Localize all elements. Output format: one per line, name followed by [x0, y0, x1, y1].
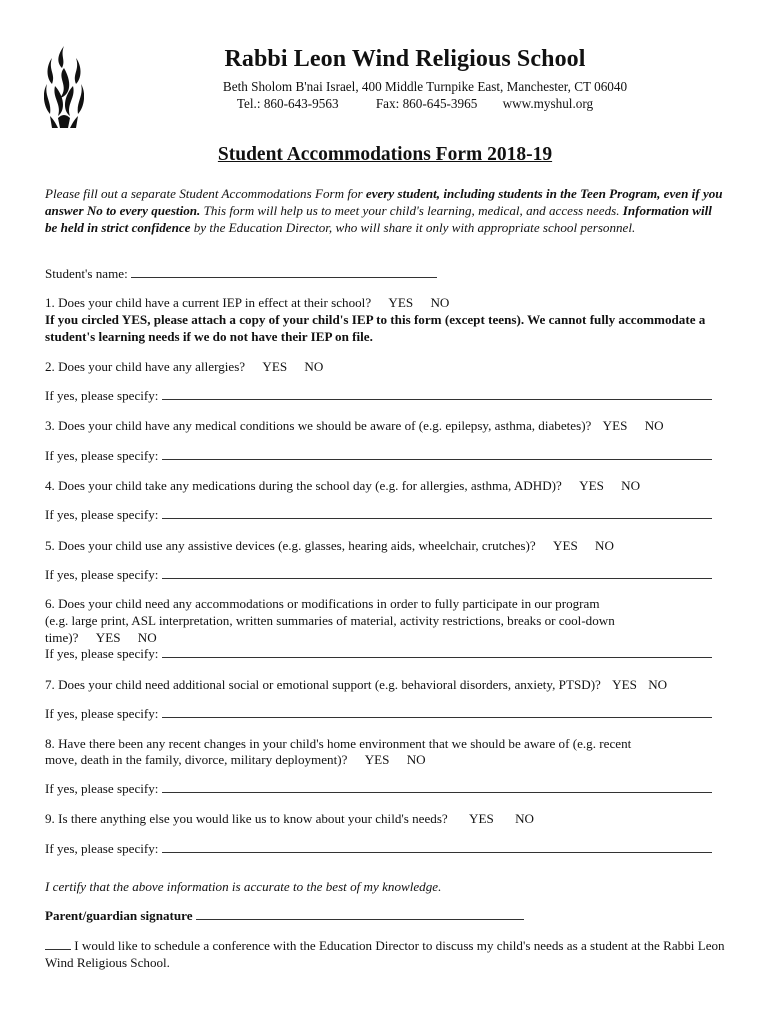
q7-specify-field[interactable] — [162, 705, 712, 718]
telephone: Tel.: 860-643-9563 — [236, 96, 339, 111]
intro-bold-1: every student, including students in the Teen Program, even if you answer No to every question. — [45, 186, 723, 218]
question-7-text: 7. Does your child need additional social or emotional support (e.g. behavioral disorders, anxiety, PTSD)? — [45, 677, 601, 692]
q8-specify-label: If yes, please specify: — [45, 781, 159, 796]
q5-no-option[interactable]: NO — [595, 538, 614, 553]
q6-specify-row — [45, 645, 735, 662]
q7-no-option[interactable]: NO — [648, 677, 668, 692]
q4-no-option[interactable]: NO — [621, 478, 641, 493]
signature-field[interactable] — [196, 907, 524, 920]
question-3 — [45, 417, 735, 434]
question-9-text: 9. Is there anything else you would like us to know about your child's needs? — [45, 811, 448, 826]
student-name-row — [45, 265, 735, 282]
q4-specify-label: If yes, please specify: — [45, 507, 159, 522]
q2-specify-row — [45, 387, 735, 404]
school-address: Beth Sholom B'nai Israel, 400 Middle Turnpike East, Manchester, CT 06040 — [222, 79, 628, 94]
form-title: Student Accommodations Form 2018-19 — [217, 144, 553, 165]
question-1 — [45, 294, 735, 311]
q5-specify-row — [45, 566, 735, 583]
intro-bold-2: Information will be held in strict confidence — [45, 203, 712, 235]
q7-yes-option[interactable]: YES — [612, 677, 637, 692]
school-name: Rabbi Leon Wind Religious School — [224, 46, 586, 72]
question-2 — [45, 358, 735, 375]
q5-yes-option[interactable]: YES — [552, 538, 578, 553]
signature-row — [45, 907, 735, 924]
question-5-text: 5. Does your child use any assistive devices (e.g. glasses, hearing aids, wheelchair, crutches)? — [45, 538, 536, 553]
question-6-line-1: 6. Does your child need any accommodations or modifications in order to fully participate in our program — [45, 596, 600, 611]
q6-specify-label: If yes, please specify: — [45, 646, 159, 661]
fax: Fax: 860-645-3965 — [375, 96, 478, 111]
q1-no-option[interactable]: NO — [430, 295, 450, 310]
q2-no-option[interactable]: NO — [304, 359, 324, 374]
certify-statement: I certify that the above information is accurate to the best of my knowledge. — [45, 879, 442, 894]
question-6-line-3: time)? — [45, 630, 79, 645]
q9-specify-field[interactable] — [162, 840, 712, 853]
q9-no-option[interactable]: NO — [515, 811, 534, 826]
q9-specify-row — [45, 840, 735, 857]
q9-yes-option[interactable]: YES — [469, 811, 494, 826]
q6-no-option[interactable]: NO — [137, 630, 157, 645]
intro-paragraph — [45, 185, 725, 236]
q8-specify-field[interactable] — [162, 780, 712, 793]
q4-specify-field[interactable] — [162, 506, 712, 519]
student-name-label: Student's name: — [45, 266, 128, 281]
question-8-line-2: move, death in the family, divorce, military deployment)? — [45, 752, 348, 767]
signature-label: Parent/guardian signature — [45, 908, 193, 923]
question-9 — [45, 810, 735, 827]
q2-specify-field[interactable] — [162, 387, 712, 400]
q3-specify-label: If yes, please specify: — [45, 448, 159, 463]
question-4 — [45, 477, 735, 494]
q7-specify-row — [45, 705, 735, 722]
q3-yes-option[interactable]: YES — [602, 418, 628, 433]
flame-logo-icon — [44, 44, 84, 130]
intro-text-1: Please fill out a separate Student Accommodations Form for — [45, 186, 366, 201]
intro-text-2: This form will help us to meet your child's learning, medical, and access needs. — [200, 203, 623, 218]
question-3-text: 3. Does your child have any medical conditions we should be aware of (e.g. epilepsy, asthma, diabetes)? — [45, 418, 592, 433]
question-6-line-2: (e.g. large print, ASL interpretation, written summaries of material, activity restrictions, breaks or cool-down — [45, 613, 615, 628]
conference-request — [45, 937, 725, 971]
question-8-line-1: 8. Have there been any recent changes in your child's home environment that we should be aware of (e.g. recent — [45, 736, 632, 751]
q4-specify-row — [45, 506, 735, 523]
q8-specify-row — [45, 780, 735, 797]
q1-yes-option[interactable]: YES — [388, 295, 414, 310]
q3-no-option[interactable]: NO — [644, 418, 664, 433]
intro-text-3: by the Education Director, who will share it only with appropriate school personnel. — [190, 220, 636, 235]
q8-no-option[interactable]: NO — [406, 752, 426, 767]
q4-yes-option[interactable]: YES — [579, 478, 604, 493]
q6-specify-field[interactable] — [162, 645, 712, 658]
q6-yes-option[interactable]: YES — [95, 630, 121, 645]
q5-specify-label: If yes, please specify: — [45, 567, 159, 582]
question-2-text: 2. Does your child have any allergies? — [45, 359, 246, 374]
q8-yes-option[interactable]: YES — [364, 752, 390, 767]
contact-line — [195, 96, 635, 112]
question-1-text: 1. Does your child have a current IEP in effect at their school? — [45, 295, 372, 310]
q2-specify-label: If yes, please specify: — [45, 388, 159, 403]
question-4-text: 4. Does your child take any medications during the school day (e.g. for allergies, asthma, ADHD)? — [45, 478, 562, 493]
question-1-note: If you circled YES, please attach a copy of your child's IEP to this form (except teens). We cannot fully accommodate a student's learning needs if we do not have their IEP on file. — [45, 312, 706, 344]
question-5 — [45, 537, 735, 554]
question-8 — [45, 751, 735, 768]
q9-specify-label: If yes, please specify: — [45, 841, 159, 856]
question-7 — [45, 676, 735, 693]
q2-yes-option[interactable]: YES — [262, 359, 288, 374]
q7-specify-label: If yes, please specify: — [45, 706, 159, 721]
website-link[interactable]: www.myshul.org — [502, 96, 594, 111]
question-6 — [45, 629, 735, 646]
q5-specify-field[interactable] — [162, 566, 712, 579]
q3-specify-row — [45, 447, 735, 464]
student-name-field[interactable] — [131, 265, 437, 278]
conference-checkbox-field[interactable] — [45, 937, 71, 950]
q3-specify-field[interactable] — [162, 447, 712, 460]
conference-text: I would like to schedule a conference with the Education Director to discuss my child's needs as a student at the Rabbi Leon Wind Religious School. — [45, 938, 725, 970]
